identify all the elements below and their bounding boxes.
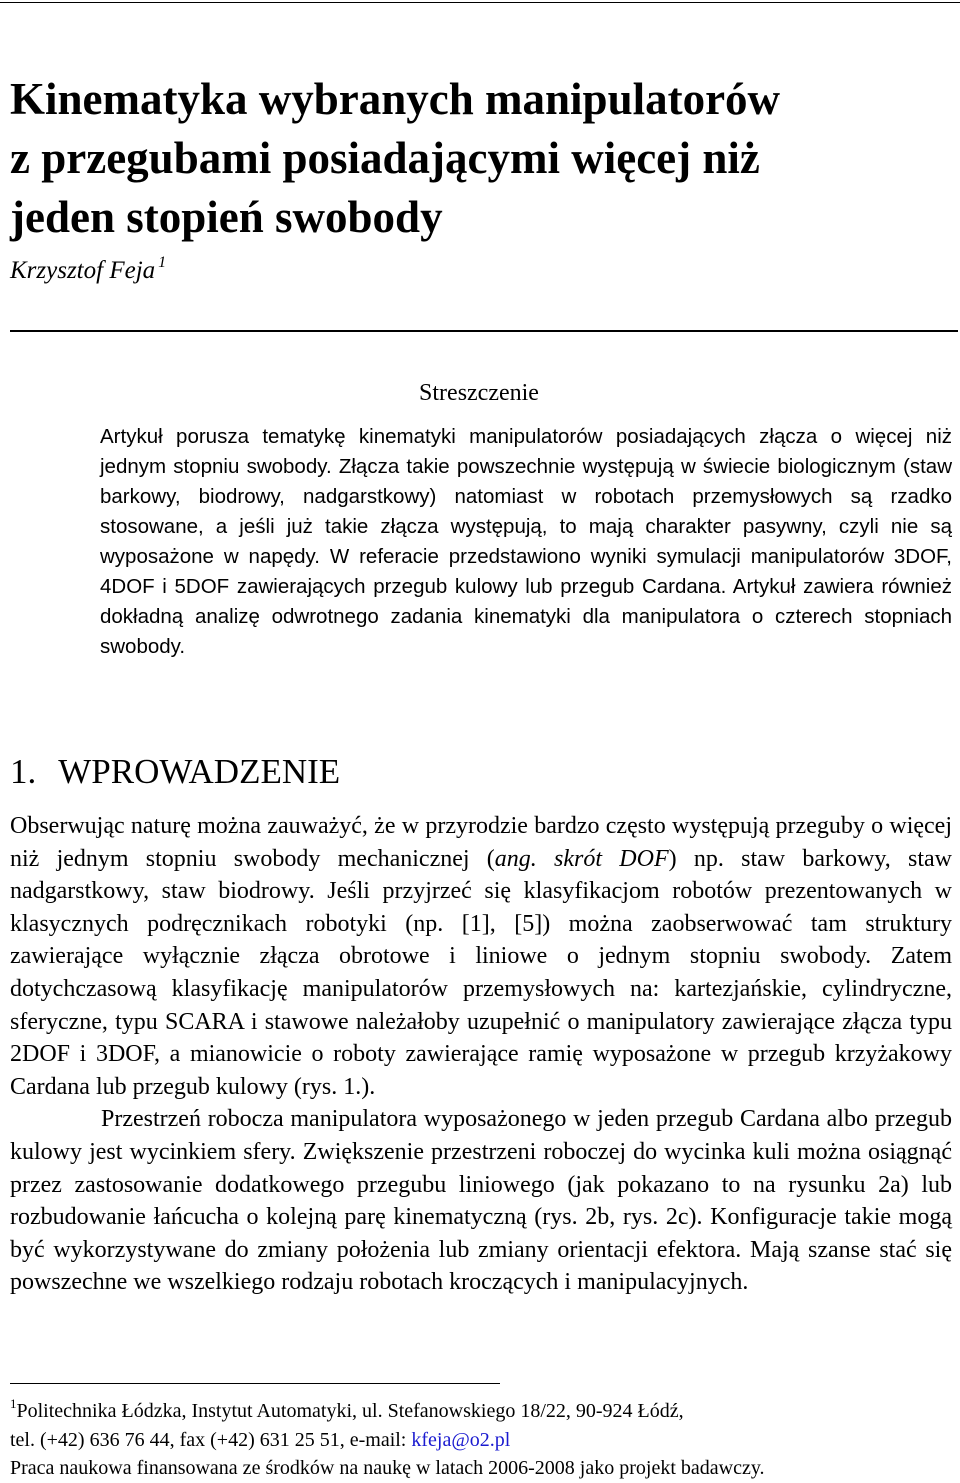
title-line-3: jeden stopień swobody xyxy=(10,192,443,242)
footnote-rule xyxy=(10,1383,500,1384)
footnote-line-1 xyxy=(10,1390,950,1426)
footnote-affiliation: Politechnika Łódzka, Instytut Automatyki, ul. Stefanowskiego 18/22, 90-924 Łódź, xyxy=(16,1400,684,1422)
paragraph-1-part-1: Obserwując naturę można zauważyć, że w przyrodzie bardzo często występują przeguby o więcej niż jednym stopniu swobody mechanicznej ( xyxy=(10,813,952,872)
abstract-text: Artykuł porusza tematykę kinematyki manipulatorów posiadających złącza o więcej niż jednym stopniu swobody. Złącza takie powszechnie występują w świecie biologicznym (staw barkowy, biodrowy, nadgarstkowy) natomiast w robotach przemysłowych są rzadko stosowane, a jeśli już takie złącza występują, to mają charakter pasywny, czyli nie są wyposażone w napędy. W referacie przedstawiono wyniki symulacji manipulatorów 3DOF, 4DOF i 5DOF zawierających przegub kulowy lub przegub Cardana. Artykuł zawiera również dokładną analizę odwrotnego zadania kinematyki dla manipulatora o czterech stopniach swobody. xyxy=(100,425,952,658)
body-text xyxy=(10,810,952,1299)
header-rule xyxy=(10,330,958,332)
footnote xyxy=(10,1390,950,1483)
title-line-2: z przegubami posiadającymi więcej niż xyxy=(10,133,760,183)
paragraph-1 xyxy=(10,810,952,1103)
footnote-line-3: Praca naukowa finansowana ze środków na naukę w latach 2006-2008 jako projekt badawczy. xyxy=(10,1457,765,1479)
author xyxy=(10,254,166,285)
section-title: WPROWADZENIE xyxy=(58,752,341,791)
footnote-line-2 xyxy=(10,1426,950,1455)
paper-title xyxy=(10,70,950,247)
author-name: Krzysztof Feja xyxy=(10,257,156,284)
section-heading xyxy=(10,752,340,792)
paragraph-1-italic: ang. skrót DOF xyxy=(494,845,669,872)
author-footnote-mark: 1 xyxy=(158,254,167,271)
footnote-mark: 1 xyxy=(10,1396,17,1411)
title-line-1: Kinematyka wybranych manipulatorów xyxy=(10,74,781,124)
section-number: 1. xyxy=(10,752,37,791)
paragraph-2: Przestrzeń robocza manipulatora wyposażonego w jeden przegub Cardana albo przegub kulowy jest wycinkiem sfery. Zwiększenie przestrzeni roboczej do wycinka kuli można osiągnąć przez zastosowanie dodatkowego przegubu liniowego (jak pokazano to na rysunku 2a) lub rozbudowanie łańcucha o kolejną parę kinematyczną (rys. 2b, rys. 2c). Konfiguracje takie mogą być wykorzystywane do zmiany położenia lub zmiany orientacji efektora. Mają szanse stać się powszechne we wszelkiego rodzaju robotach kroczących i manipulacyjnych. xyxy=(10,1106,952,1296)
footnote-email-link[interactable]: kfeja@o2.pl xyxy=(411,1428,511,1451)
top-rule xyxy=(0,2,960,3)
abstract-heading: Streszczenie xyxy=(419,380,539,406)
paragraph-1-part-2: ) np. staw barkowy, staw nadgarstkowy, staw biodrowy. Jeśli przyjrzeć się klasyfikacjom robotów prezentowanych w klasycznych podręcznikach robotyki (np. [1], [5]) można zaobserwować tam struktury zawierające wyłącznie złącza obrotowe i liniowe o jednym stopniu swobody. Zatem dotychczasową klasyfikację manipulatorów przemysłowych na: kartezjańskie, cylindryczne, sferyczne, typu SCARA i stawowe należałoby uzupełnić o manipulatory zawierające złącza typu 2DOF i 3DOF, a mianowicie o roboty zawierające ramię wyposażone w przegub krzyżakowy Cardana lub przegub kulowy (rys. 1.). xyxy=(10,845,952,1100)
footnote-contact: tel. (+42) 636 76 44, fax (+42) 631 25 51, e-mail: xyxy=(10,1428,412,1451)
